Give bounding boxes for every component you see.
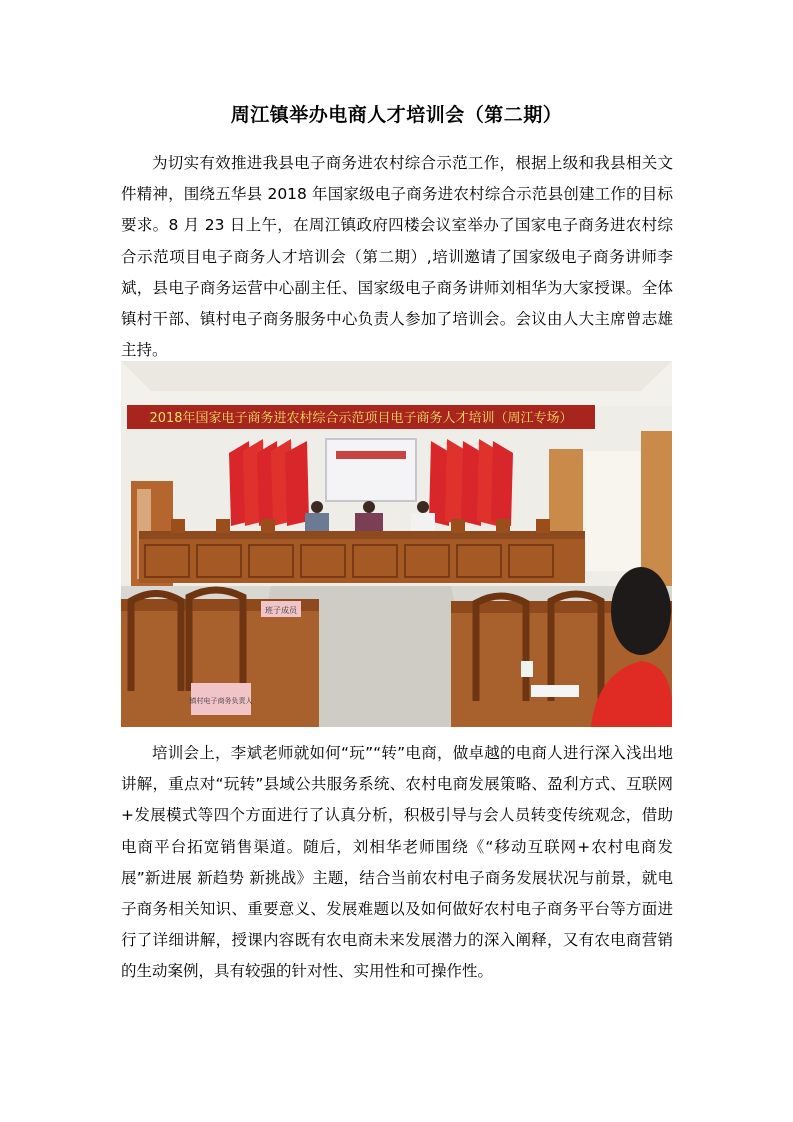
head-table-top: [139, 531, 585, 539]
name-sign-right-label: 班子成员: [265, 606, 297, 615]
curtain-right: [641, 431, 672, 591]
name-sign-left-label: 镇村电子商务负责人: [189, 697, 253, 705]
banner-text: 2018年国家电子商务进农村综合示范项目电子商务人才培训（周江专场）: [149, 411, 573, 426]
cup: [521, 661, 533, 677]
document-title: 周江镇举办电商人才培训会（第二期）: [230, 104, 563, 126]
projection-screen: [326, 439, 416, 501]
flags-right: [429, 439, 513, 526]
paragraph-details: 培训会上，李斌老师就如何“玩”“转”电商，做卓越的电商人进行深入浅出地讲解，重点对“玩转”县域公共服务系统、农村电商发展策略、盈利方式、互联网+发展模式等四个方面进行了认真分析，积极引导与会人员转变传统观念，借助电商平台拓宽销售渠道。随后，刘相华老师围绕《“移动互联网+农村电商发展”新进展 新趋势 新挑战》主题，结合当前农村电子商务发展状况与前景，就电子商务相关知识、重要意义、发展难题以及如何做好农村电子商务平台等方面进行了详细讲解，授课内容既有农电商未来发展潜力的深入阐释，又有农电商营销的生动案例，具有较强的针对性、实用性和可操作性。: [121, 744, 673, 981]
meeting-photo: [121, 361, 672, 727]
paragraph-intro: 为切实有效推进我县电子商务进农村综合示范工作，根据上级和我县相关文件精神，围绕五华县 2018 年国家级电子商务进农村综合示范县创建工作的目标要求。8 月 23 日上午，在周江镇政府四楼会议室举办了国家电子商务进农村综合示范项目电子商务人才培训会（第二期）,培训邀请了国家级电子商务讲师李斌，县电子商务运营中心副主任、国家级电子商务讲师刘相华为大家授课。全体镇村干部、镇村电子商务服务中心负责人参加了培训会。会议由人大主席曾志雄主持。: [121, 154, 673, 360]
flags-left: [229, 439, 309, 526]
meeting-photo-illustration: [121, 361, 672, 727]
